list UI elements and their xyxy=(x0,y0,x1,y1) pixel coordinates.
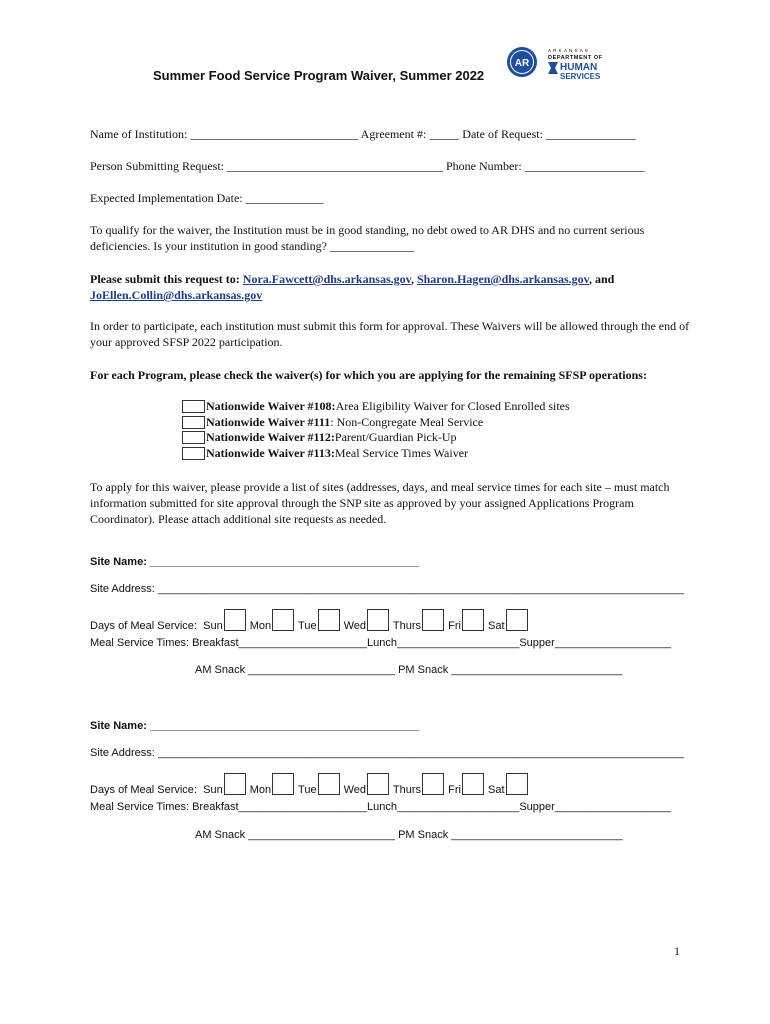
participate-paragraph: In order to participate, each institution must submit this form for approval. These Waivers will be allowed through the end of your approved SFSP 2022 participation. xyxy=(90,319,690,349)
day-label: Mon xyxy=(249,620,272,632)
submit-sep-2: , and xyxy=(588,272,615,286)
waiver-desc: Parent/Guardian Pick-Up xyxy=(334,430,457,444)
email-link-sharon[interactable]: Sharon.Hagen@dhs.arkansas.gov xyxy=(416,272,589,286)
days-of-service-row xyxy=(90,609,529,632)
sun-checkbox[interactable] xyxy=(224,773,246,795)
days-of-service-row xyxy=(90,773,529,796)
sun-checkbox[interactable] xyxy=(224,609,246,631)
sat-checkbox[interactable] xyxy=(506,609,528,631)
waiver-desc: : Non-Congregate Meal Service xyxy=(330,414,484,429)
waiver-111-checkbox[interactable] xyxy=(182,416,205,429)
day-label: Tue xyxy=(298,784,317,796)
svg-text:AR: AR xyxy=(514,58,530,69)
days-label: Days of Meal Service: xyxy=(90,784,197,796)
mon-checkbox[interactable] xyxy=(272,773,294,795)
wed-checkbox[interactable] xyxy=(367,773,389,795)
instruction-text: For each Program, please check the waiver(s) for which you are applying for the remaining SFSP operations: xyxy=(90,368,647,382)
submit-prefix: Please submit this request to: xyxy=(90,272,243,286)
waiver-item xyxy=(182,446,570,462)
thurs-checkbox[interactable] xyxy=(422,773,444,795)
meal-times-field[interactable]: Meal Service Times: Breakfast_____________________Lunch____________________Supper___________________ xyxy=(90,637,672,649)
day-label: Sat xyxy=(487,620,505,632)
mon-checkbox[interactable] xyxy=(272,609,294,631)
email-link-joellen[interactable]: JoEllen.Collin@dhs.arkansas.gov xyxy=(90,288,263,302)
waiver-item xyxy=(182,430,570,446)
institution-line[interactable]: Name of Institution: ____________________________ Agreement #: _____ Date of Request: _______________ xyxy=(90,127,636,141)
page-number: 1 xyxy=(674,944,680,958)
implementation-date-line[interactable]: Expected Implementation Date: _____________ xyxy=(90,191,324,205)
thurs-checkbox[interactable] xyxy=(422,609,444,631)
waiver-112-checkbox[interactable] xyxy=(182,431,205,444)
sat-checkbox[interactable] xyxy=(506,773,528,795)
day-label: Fri xyxy=(448,784,461,796)
day-label: Thurs xyxy=(392,784,422,796)
waiver-desc: Meal Service Times Waiver xyxy=(334,445,469,460)
email-link-nora[interactable]: Nora.Fawcett@dhs.arkansas.gov xyxy=(242,272,411,286)
waiver-item xyxy=(182,399,570,415)
svg-text:ARKANSAS: ARKANSAS xyxy=(548,48,591,53)
day-label: Thurs xyxy=(392,620,422,632)
day-label: Sun xyxy=(203,784,223,796)
day-label: Wed xyxy=(343,784,367,796)
days-label: Days of Meal Service: xyxy=(90,620,197,632)
tue-checkbox[interactable] xyxy=(318,609,340,631)
site-address-field[interactable]: Site Address: ______________________________________________________________________________________ xyxy=(90,583,684,595)
svg-text:SERVICES: SERVICES xyxy=(560,72,601,81)
waiver-name: Nationwide Waiver #111 xyxy=(206,414,331,429)
waiver-item xyxy=(182,415,570,431)
svg-text:DEPARTMENT OF: DEPARTMENT OF xyxy=(548,55,603,61)
day-label: Wed xyxy=(343,620,367,632)
waiver-desc: Area Eligibility Waiver for Closed Enrolled sites xyxy=(335,399,570,413)
day-label: Sun xyxy=(203,620,223,632)
waiver-108-checkbox[interactable] xyxy=(182,400,205,413)
day-label: Sat xyxy=(487,784,505,796)
wed-checkbox[interactable] xyxy=(367,609,389,631)
site-name-field[interactable]: Site Name: ____________________________________________ xyxy=(90,556,420,568)
dhs-logo xyxy=(506,46,618,86)
waiver-name: Nationwide Waiver #112: xyxy=(206,430,335,444)
waiver-name: Nationwide Waiver #113: xyxy=(206,445,335,460)
waiver-113-checkbox[interactable] xyxy=(182,447,205,460)
snack-times-field[interactable]: AM Snack ________________________ PM Snack ____________________________ xyxy=(195,829,623,841)
waiver-name: Nationwide Waiver #108: xyxy=(206,399,336,413)
form-title: Summer Food Service Program Waiver, Summer 2022 xyxy=(153,68,485,83)
snack-times-field[interactable]: AM Snack ________________________ PM Snack ____________________________ xyxy=(195,664,623,676)
fri-checkbox[interactable] xyxy=(462,609,484,631)
site-address-field[interactable]: Site Address: ______________________________________________________________________________________ xyxy=(90,747,684,759)
apply-paragraph: To apply for this waiver, please provide a list of sites (addresses, days, and meal service times for each site – must match information submitted for site approval through the SNP site as approved by your assigned Applications Program Coordinator). Please attach additional site requests as needed. xyxy=(90,480,670,526)
waiver-list xyxy=(182,399,570,461)
tue-checkbox[interactable] xyxy=(318,773,340,795)
submit-sep-1: , xyxy=(410,272,417,286)
qualify-paragraph: To qualify for the waiver, the Institution must be in good standing, no debt owed to AR DHS and no current serious deficiencies. Is your institution in good standing? ______________ xyxy=(90,223,645,253)
svg-text:HUMAN: HUMAN xyxy=(560,62,598,73)
submit-paragraph xyxy=(90,271,690,303)
meal-times-field[interactable]: Meal Service Times: Breakfast_____________________Lunch____________________Supper___________________ xyxy=(90,801,672,813)
day-label: Tue xyxy=(298,620,317,632)
fri-checkbox[interactable] xyxy=(462,773,484,795)
submitter-line[interactable]: Person Submitting Request: ____________________________________ Phone Number: ____________________ xyxy=(90,159,645,173)
day-label: Fri xyxy=(448,620,461,632)
site-name-field[interactable]: Site Name: ____________________________________________ xyxy=(90,720,420,732)
day-label: Mon xyxy=(249,784,272,796)
